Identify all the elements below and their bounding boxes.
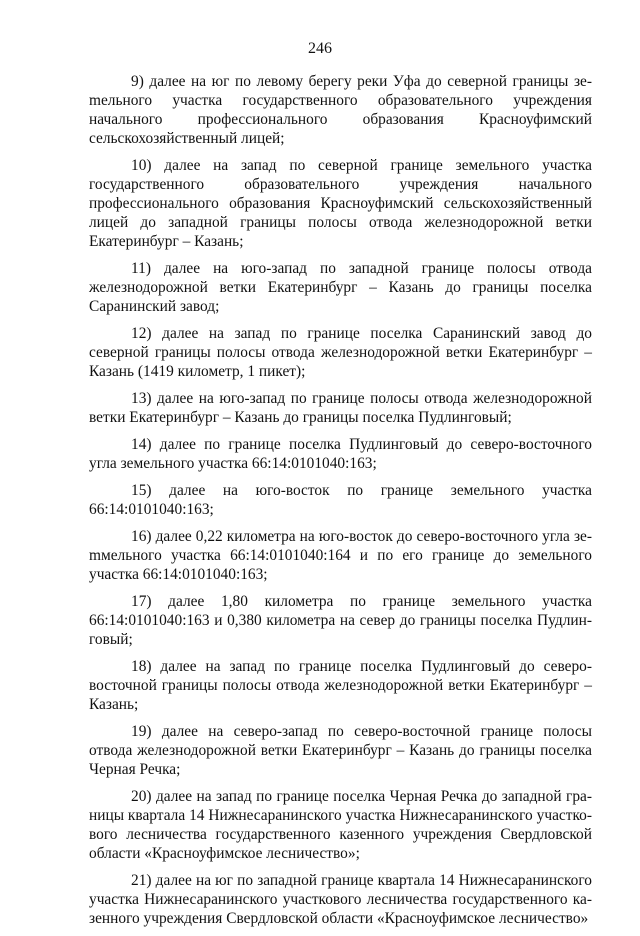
- document-body: [89, 72, 592, 936]
- paragraph-21: 21) далее на юг по западной границе квартала 14 Нижнесаранинского участка Нижнесаранинского участкового лесничества государственного казенного учреждения Свердловской области «Красноуфимское лесничество»: [89, 872, 592, 927]
- paragraph-9: 9) далее на юг по левому берегу реки Уфа до северной границы зеmельного участка государственного образовательного учреждения начального профессионального образования Красноуфимский сельскохозяйственный лицей;: [89, 73, 592, 147]
- paragraph-14: 14) далее по границе поселка Пудлинговый до северо-восточного угла земельного участка 66:14:0101040:163;: [89, 436, 592, 472]
- paragraph-19: 19) далее на северо-запад по северо-восточной границе полосы отвода железнодорожной ветки Екатеринбург – Казань до границы поселка Черная Речка;: [89, 723, 592, 778]
- paragraph-15: 15) далее на юго-восток по границе земельного участка 66:14:0101040:163;: [89, 482, 592, 518]
- paragraph-17: 17) далее 1,80 километра по границе земельного участка 66:14:0101040:163 и 0,380 километра на север до границы поселка Пудлинговый;: [89, 593, 592, 648]
- paragraph-20: 20) далее на запад по границе поселка Черная Речка до западной границы квартала 14 Нижнесаранинского участка Нижнесаранинского участкового лесничества государственного казенного учреждения Свердловской области «Красноуфимское лесничество»;: [89, 788, 592, 862]
- page-number: 246: [308, 40, 332, 57]
- paragraph-18: 18) далее на запад по границе поселка Пудлинговый до северо-восточной границы полосы отвода железнодорожной ветки Екатеринбург – Казань;: [89, 658, 592, 713]
- paragraph-11: 11) далее на юго-запад по западной границе полосы отвода железнодорожной ветки Екатеринбург – Казань до границы поселка Саранинский завод;: [89, 260, 592, 315]
- paragraph-16: 16) далее 0,22 километра на юго-восток до северо-восточного угла зеmмельного участка 66:14:0101040:164 и по его границе до земельного участка 66:14:0101040:163;: [89, 528, 592, 583]
- paragraph-12: 12) далее на запад по границе поселка Саранинский завод до северной границы полосы отвода железнодорожной ветки Екатеринбург – Казань (1419 километр, 1 пикет);: [89, 325, 592, 380]
- paragraph-13: 13) далее на юго-запад по границе полосы отвода железнодорожной ветки Екатеринбург – Казань до границы поселка Пудлинговый;: [89, 390, 592, 426]
- paragraph-10: 10) далее на запад по северной границе земельного участка государственного образовательного учреждения начального профессионального образования Красноуфимский сельскохозяйственный лицей до западной границы полосы отвода железнодорожной ветки Екатеринбург – Казань;: [89, 157, 592, 250]
